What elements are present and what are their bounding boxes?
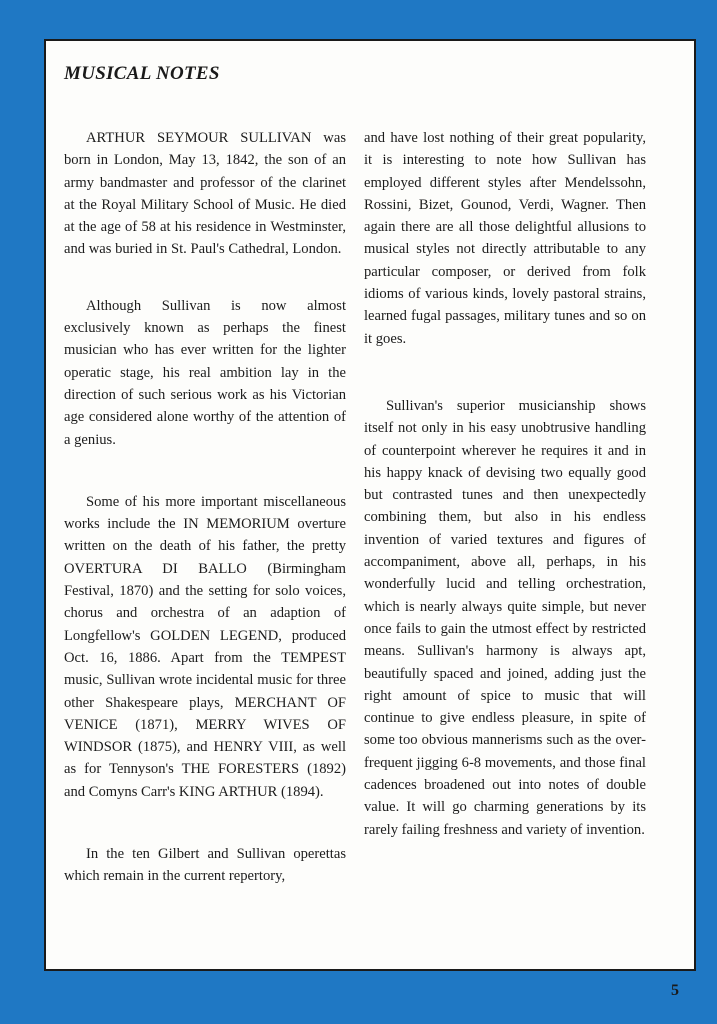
paragraph-ambition: Although Sullivan is now almost exclusively known as perhaps the finest musician who has ever written for the lighter operatic stage, his real ambition lay in the direction of such serious work as his Victorian age considered alone worthy of the attention of a genius.: [64, 297, 346, 448]
page-heading: MUSICAL NOTES: [64, 63, 220, 84]
page-number: 5: [671, 982, 679, 999]
paragraph-musicianship: Sullivan's superior musicianship shows itself not only in his easy unobtrusive handling of counterpoint wherever he requires it and in his happy knack of devising two equally good but contrasted tunes and then unexpectedly combining them, but also in his endless invention of varied textures and figures of accompaniment, above all, perhaps, in his wonderfully lucid and telling orchestration, which is nearly always quite simple, but never once fails to gain the utmost effect by restricted means. Sullivan's harmony is always apt, beautifully spaced and joined, adding just the right amount of spice to music that will continue to give endless pleasure, in spite of some too obvious mannerisms such as the over-frequent jigging 6-8 movements, and those final cadences broadened out into notes of double value. It will go charming generations by its rarely failing freshness and variety of invention.: [364, 397, 646, 838]
paragraph-operettas: In the ten Gilbert and Sullivan operettas which remain in the current repertory,: [64, 846, 346, 885]
paragraph-biography: ARTHUR SEYMOUR SULLIVAN was born in London, May 13, 1842, the son of an army bandmaster and professor of the clarinet at the Royal Military School of Music. He died at the age of 58 at his residence in Westminster, and was buried in St. Paul's Cathedral, London.: [64, 130, 346, 258]
left-column: [64, 127, 346, 888]
program-page: [44, 39, 696, 971]
paragraph-miscellaneous-works: Some of his more important miscellaneous works include the IN MEMORIUM overture written on the death of his father, the pretty OVERTURA DI BALLO (Birmingham Festival, 1870) and the setting for solo voices, chorus and orchestra of an adaption of Longfellow's GOLDEN LEGEND, produced Oct. 16, 1886. Apart from the TEMPEST music, Sullivan wrote incidental music for three other Shakespeare plays, MERCHANT OF VENICE (1871), MERRY WIVES OF WINDSOR (1875), and HENRY VIII, as well as for Tennyson's THE FORESTERS (1892) and Comyns Carr's KING ARTHUR (1894).: [64, 493, 346, 800]
right-column: [364, 127, 646, 841]
paragraph-styles-continued: and have lost nothing of their great popularity, it is interesting to note how Sullivan has employed different styles after Mendelssohn, Rossini, Bizet, Gounod, Verdi, Wagner. Then again there are all those delightful allusions to musical styles not directly attributable to any particular composer, or derived from folk idioms of various kinds, lovely pastoral strains, learned fugal passages, military tunes and so on it goes.: [364, 130, 646, 347]
